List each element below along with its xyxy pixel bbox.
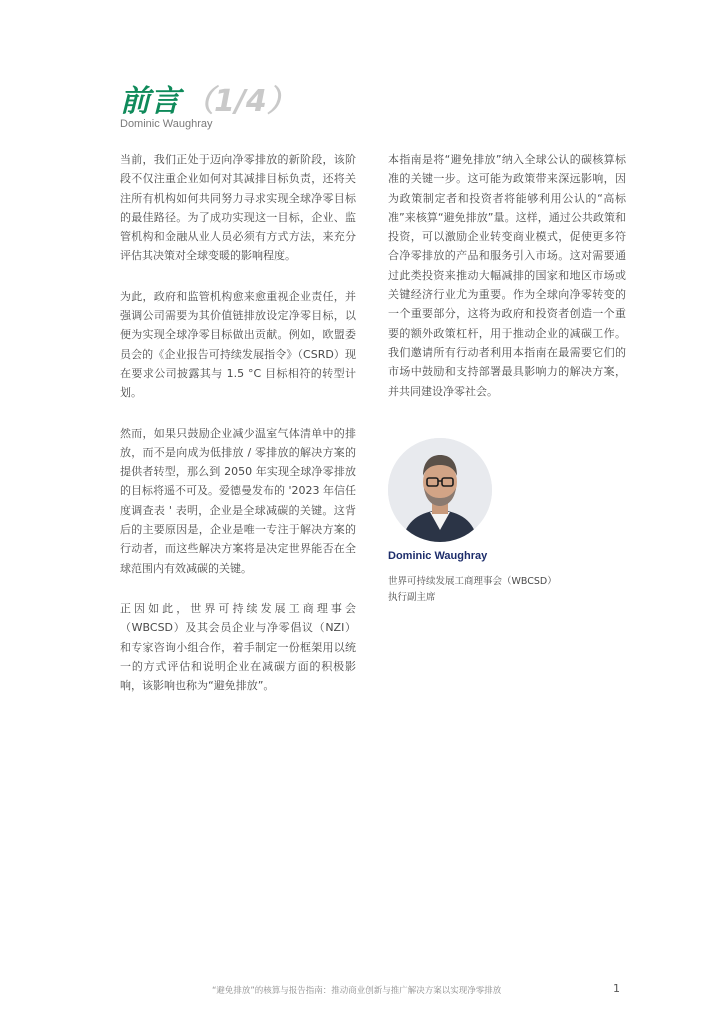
paragraph: 然而，如果只鼓励企业减少温室气体清单中的排放，而不是向成为低排放 / 零排放的解决方案的提供者转型，那么到 2050 年实现全球净零排放的目标将遥不可及。爱德曼发布的 '2023 年信任度调查表 ' 表明，企业是全球减碳的关键。这背后的主要原因是，企业是唯一专注于解决方案的行动者，而这些解决方案将是决定世界能否在全球范围内有效减碳的关键。 <box>120 426 357 575</box>
author-portrait <box>388 438 492 542</box>
page-title-author: Dominic Waughray <box>120 118 213 130</box>
right-column <box>388 150 626 422</box>
page-number: 1 <box>613 982 620 995</box>
paragraph: 当前，我们正处于迈向净零排放的新阶段，该阶段不仅注重企业如何对其减排目标负责，还将关注所有机构如何共同努力寻求实现全球净零目标的最佳路径。为了成功实现这一目标，企业、监管机构和金融从业人员必须有方式方法，来充分评估其决策对全球变暖的影响程度。 <box>120 153 356 263</box>
page-header <box>120 84 297 130</box>
footer-text: “避免排放”的核算与报告指南：推动商业创新与推广解决方案以实现净零排放 <box>212 986 502 996</box>
page-title-main: 前言 <box>120 84 180 119</box>
paragraph: 为此，政府和监管机构愈来愈重视企业责任，并强调公司需要为其价值链排放设定净零目标，以便为实现全球净零目标做出贡献。例如，欧盟委员会的《企业报告可持续发展指令》（CSRD）现在要求公司披露其与 1.5 °C 目标相符的转型计划。 <box>120 289 356 400</box>
author-name: Dominic Waughray <box>388 550 488 562</box>
author-role-title: 执行副主席 <box>388 592 436 603</box>
paragraph: 本指南是将“避免排放”纳入全球公认的碳核算标准的关键一步。这可能为政策带来深远影响，因为政策制定者和投资者将能够利用公认的“高标准”来核算“避免排放”量。这样，通过公共政策和投资，可以激励企业转变商业模式，促使更多符合净零排放的产品和服务引入市场。这对需要通过此类投资来推动大幅减排的国家和地区市场或关键经济行业尤为重要。作为全球向净零转变的一个重要部分，这将为政府和投资者创造一个重要的额外政策杠杆，用于推动企业的减碳工作。我们邀请所有行动者利用本指南在最需要它们的市场中鼓励和支持部署最具影响力的解决方案，并共同建设净零社会。 <box>388 153 626 398</box>
author-role-org: 世界可持续发展工商理事会（WBCSD） <box>388 576 557 587</box>
portrait-image <box>388 438 492 542</box>
left-column <box>120 150 356 716</box>
page-title <box>120 84 297 120</box>
paragraph: 正因如此，世界可持续发展工商理事会（WBCSD）及其会员企业与净零倡议（NZI）和专家咨询小组合作，着手制定一份框架用以统一的方式评估和说明企业在减碳方面的积极影响，该影响也称为“避免排放”。 <box>120 601 356 693</box>
page-title-part: （1/4） <box>184 84 297 119</box>
author-role <box>388 574 557 606</box>
